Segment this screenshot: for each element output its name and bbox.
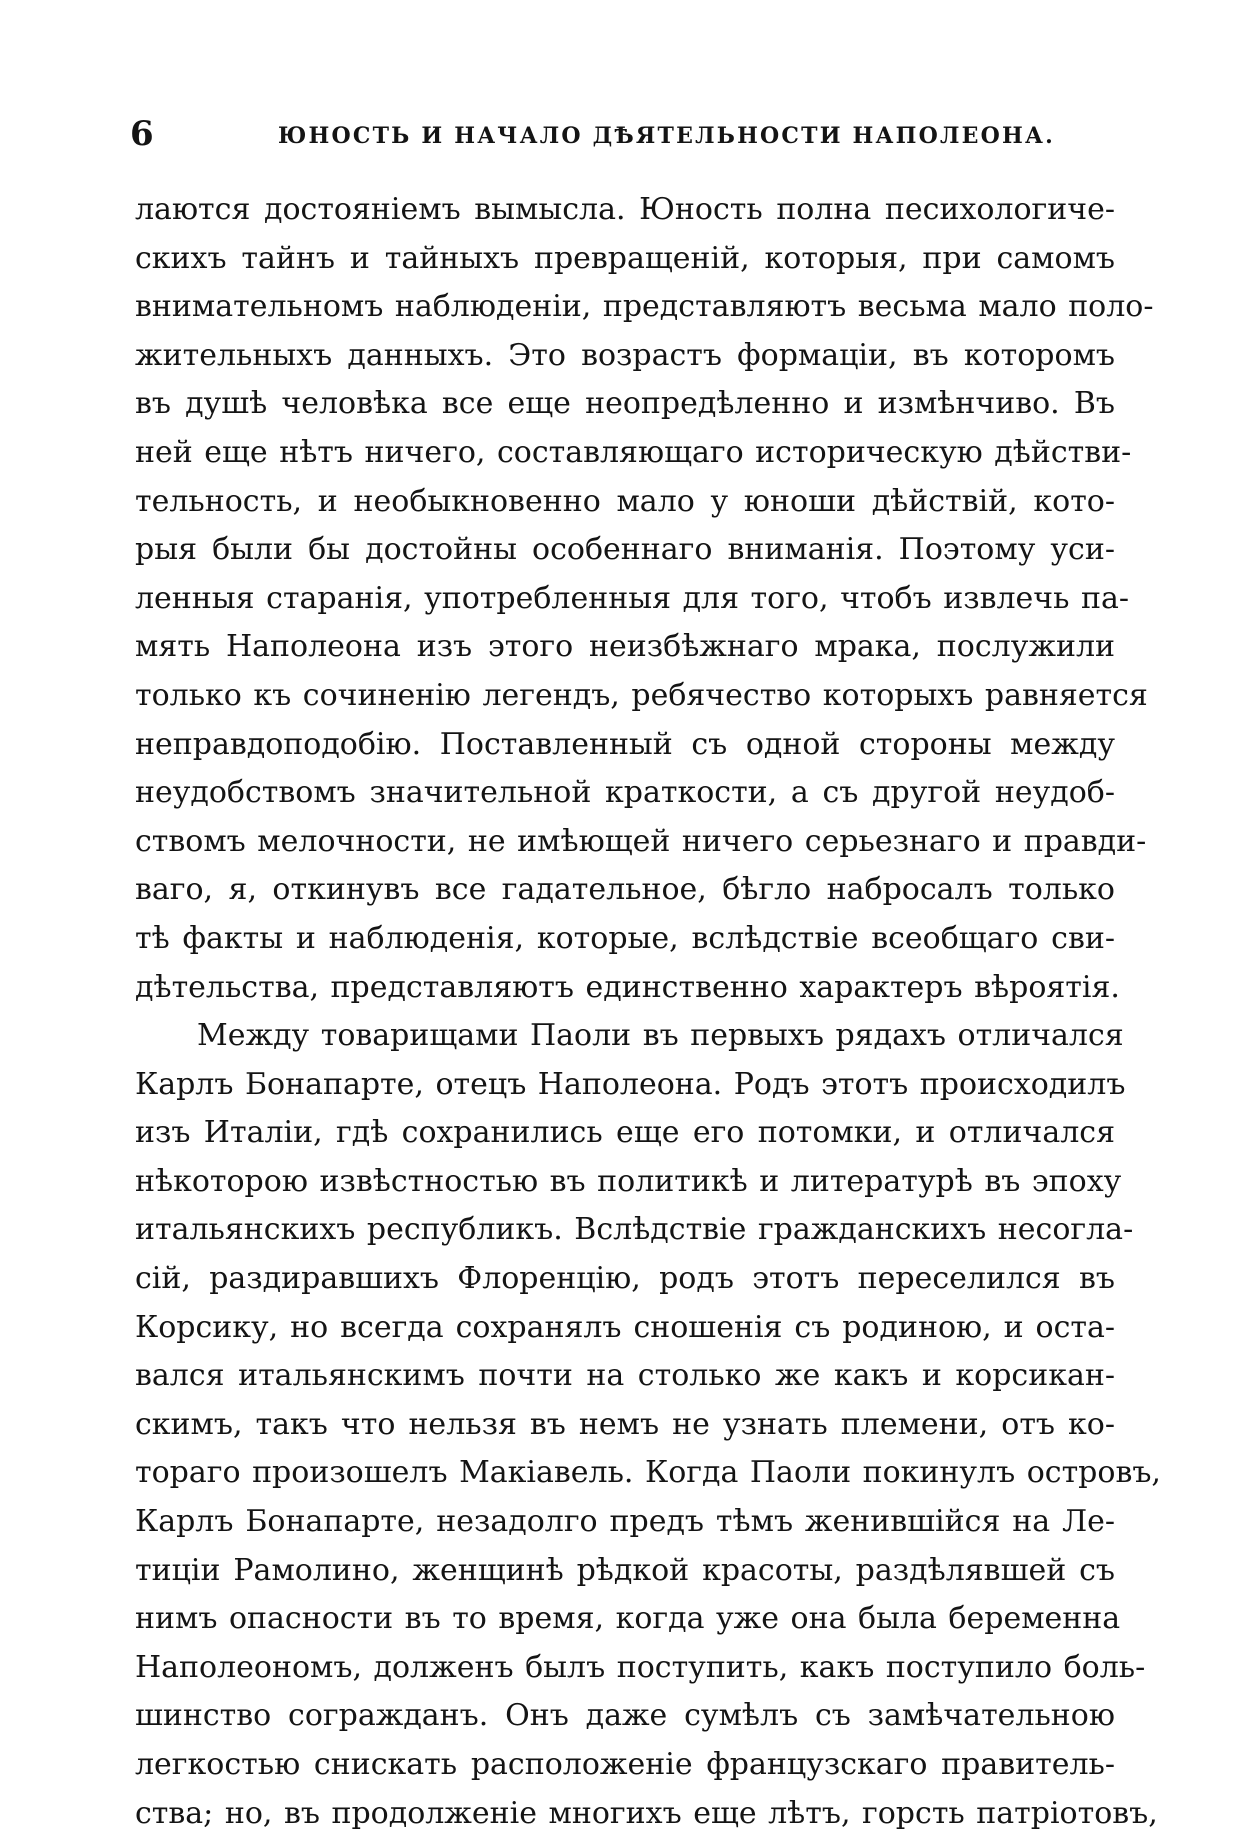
text-line: тиціи Рамолино, женщинѣ рѣдкой красоты, раздѣлявшей съ bbox=[135, 1552, 1115, 1588]
text-line: рыя были бы достойны особеннаго вниманія. Поэтому уси- bbox=[135, 532, 1115, 568]
text-line: только къ сочиненію легендъ, ребячество которыхъ равняется bbox=[135, 677, 1148, 713]
body-text bbox=[135, 186, 1161, 1838]
page-header bbox=[130, 112, 1130, 156]
paragraph-start-line: Между товарищами Паоли въ первыхъ рядахъ отличался bbox=[197, 1018, 1124, 1054]
text-line: итальянскихъ республикъ. Вслѣдствіе гражданскихъ несогла- bbox=[135, 1212, 1134, 1248]
text-line: мять Наполеона изъ этого неизбѣжнаго мрака, послужили bbox=[135, 629, 1115, 665]
text-line: внимательномъ наблюденіи, представляютъ весьма мало поло- bbox=[135, 289, 1154, 325]
text-line: нимъ опасности въ то время, когда уже она была беременна bbox=[135, 1601, 1121, 1637]
text-line: ней еще нѣтъ ничего, составляющаго историческую дѣйстви- bbox=[135, 434, 1132, 470]
text-line: Карлъ Бонапарте, незадолго предъ тѣмъ женившійся на Ле- bbox=[135, 1504, 1115, 1540]
text-line: тельность, и необыкновенно мало у юноши дѣйствій, кото- bbox=[135, 483, 1115, 519]
text-line: ленныя старанія, употребленныя для того, чтобъ извлечь па- bbox=[135, 580, 1130, 616]
text-line: вался итальянскимъ почти на столько же какъ и корсикан- bbox=[135, 1358, 1115, 1394]
text-line: неправдоподобію. Поставленный съ одной стороны между bbox=[135, 726, 1115, 762]
text-line: тораго произошелъ Макіавель. Когда Паоли покинулъ островъ, bbox=[135, 1455, 1161, 1491]
text-line: легкостью снискать расположеніе французскаго правитель- bbox=[135, 1747, 1115, 1782]
text-line: сій, раздиравшихъ Флоренцію, родъ этотъ переселился въ bbox=[135, 1261, 1115, 1297]
text-line: скимъ, такъ что нельзя въ немъ не узнать племени, отъ ко- bbox=[135, 1406, 1115, 1442]
text-line: изъ Италіи, гдѣ сохранились еще его потомки, и отличался bbox=[135, 1115, 1115, 1151]
text-line: ваго, я, откинувъ все гадательное, бѣгло набросалъ только bbox=[135, 872, 1115, 908]
text-line: неудобствомъ значительной краткости, а съ другой неудоб- bbox=[135, 775, 1115, 811]
text-line: лаются достояніемъ вымысла. Юность полна песихологиче- bbox=[135, 192, 1115, 227]
text-line: шинство согражданъ. Онъ даже сумѣлъ съ замѣчательною bbox=[135, 1698, 1115, 1734]
paragraph-end-line: дѣтельства, представляютъ единственно характеръ вѣроятія. bbox=[135, 969, 1120, 1005]
text-line: ства; но, въ продолженіе многихъ еще лѣтъ, горсть патріотовъ, bbox=[135, 1795, 1158, 1831]
text-line: жительныхъ данныхъ. Это возрастъ формаціи, въ которомъ bbox=[135, 337, 1115, 373]
page-number: 6 bbox=[130, 114, 154, 154]
text-line: ствомъ мелочности, не имѣющей ничего серьезнаго и правди- bbox=[135, 823, 1147, 859]
text-line: скихъ тайнъ и тайныхъ превращеній, которыя, при самомъ bbox=[135, 240, 1115, 276]
text-line: тѣ факты и наблюденія, которые, вслѣдствіе всеобщаго сви- bbox=[135, 920, 1115, 956]
text-line: Наполеономъ, долженъ былъ поступить, какъ поступило боль- bbox=[135, 1649, 1146, 1685]
text-line: Корсику, но всегда сохранялъ сношенія съ родиною, и оста- bbox=[135, 1309, 1115, 1345]
text-line: Карлъ Бонапарте, отецъ Наполеона. Родъ этотъ происходилъ bbox=[135, 1066, 1126, 1102]
text-line: нѣкоторою извѣстностью въ политикѣ и литературѣ въ эпоху bbox=[135, 1163, 1122, 1199]
running-title: ЮНОСТЬ И НАЧАЛО ДѢЯТЕЛЬНОСТИ НАПОЛЕОНА. bbox=[278, 123, 1055, 149]
text-line: въ душѣ человѣка все еще неопредѣленно и измѣнчиво. Въ bbox=[135, 386, 1115, 422]
